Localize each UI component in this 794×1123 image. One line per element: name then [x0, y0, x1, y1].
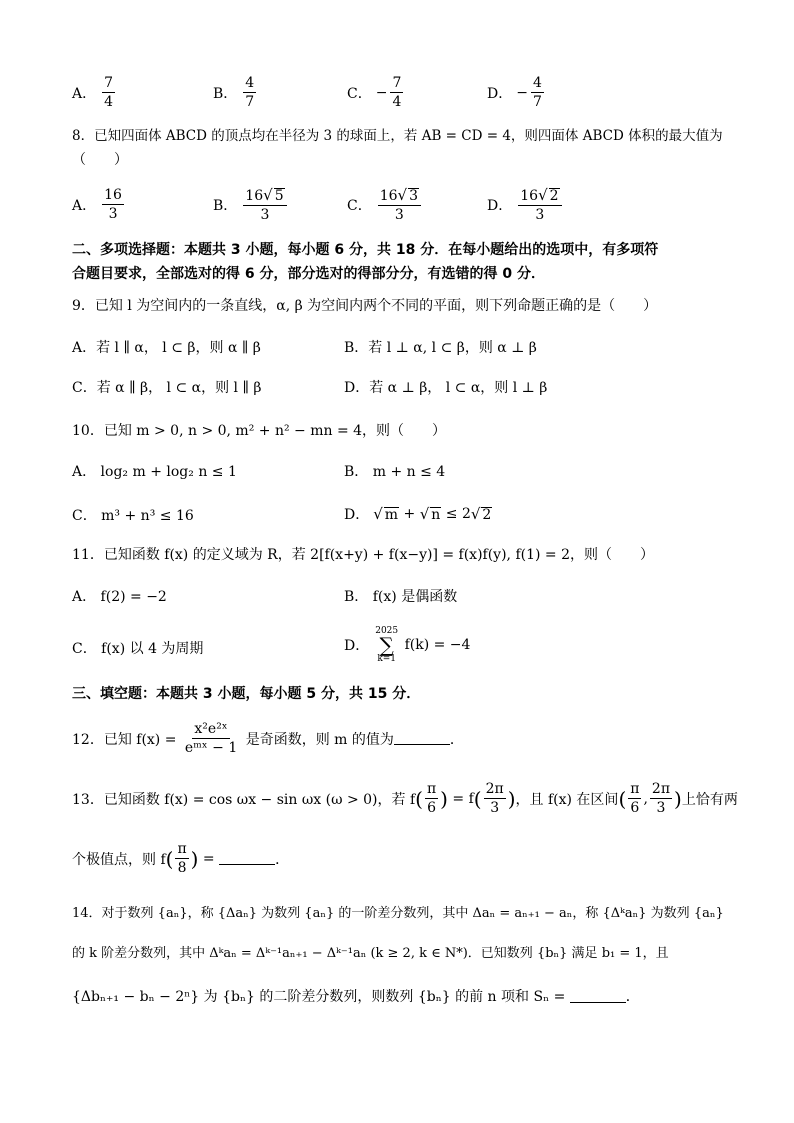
period: ．: [449, 731, 464, 748]
fraction: [243, 74, 256, 111]
denominator: 3: [108, 206, 118, 222]
numerator: x²e²ˣ: [194, 721, 228, 737]
q11-option-a[interactable]: A． f(2) = −2: [72, 589, 167, 605]
left-paren: (: [415, 786, 423, 811]
q8-option-b[interactable]: [213, 186, 289, 224]
question-text: = f: [447, 790, 474, 807]
denominator: 3: [260, 207, 270, 223]
coefficient: 16: [520, 188, 539, 204]
fraction: [484, 780, 506, 817]
question-text: 个极值点，则 f: [72, 851, 166, 868]
q8-stem: 8．已知四面体 ABCD 的顶点均在半径为 3 的球面上，若 AB = CD = 4，则四面体 ABCD 体积的最大值为: [72, 128, 723, 144]
q7-option-d[interactable]: [487, 74, 546, 111]
numerator: [518, 186, 561, 206]
radicand: 3: [409, 188, 419, 204]
q13-stem-line1: 13．已知函数 f(x) = cos ωx − sin ωx (ω > 0)，若 f ( $\frac{\pi}{6}$ ) = f ( $\frac{2\pi}{3}$ ) ，且 f(x) 在区间 ( $\frac{\pi}{6}$ , $\frac{2\pi}{3}$ ) 上恰有两: [72, 781, 738, 816]
radicand: 2: [482, 506, 492, 523]
right-paren: ): [440, 786, 448, 811]
q7-option-a[interactable]: [72, 74, 117, 111]
numerator: [243, 186, 286, 206]
denominator: 3: [656, 800, 666, 816]
question-text: 12．已知 f(x) =: [72, 731, 181, 748]
radical-sign: √: [538, 186, 548, 204]
option-label: B．: [213, 198, 238, 214]
minus-sign: −: [516, 84, 528, 101]
numerator: π: [630, 781, 640, 797]
denominator: 3: [490, 800, 500, 816]
right-paren: ): [674, 786, 682, 811]
fraction: [390, 74, 403, 111]
numerator: π: [177, 841, 187, 857]
q11-option-b[interactable]: B． f(x) 是偶函数: [344, 589, 458, 605]
answer-blank[interactable]: [394, 732, 450, 745]
q8-option-c[interactable]: [347, 186, 423, 224]
section-heading-line: 合题目要求，全部选对的得 6 分，部分选对的得部分分，有选错的得 0 分．: [72, 266, 545, 282]
q13-stem-line2: [72, 840, 289, 877]
q8-answer-paren: （ ）: [72, 152, 128, 168]
option-label: D．: [487, 85, 513, 102]
period: ．: [275, 851, 290, 868]
relation: ≤ 2: [441, 506, 471, 522]
fraction: [531, 74, 544, 111]
radicand: n: [431, 506, 441, 523]
denominator: 7: [245, 94, 255, 110]
q14-stem-line1: 14．对于数列 {aₙ}，称 {Δaₙ} 为数列 {aₙ} 的一阶差分数列，其中 Δaₙ = aₙ₊₁ − aₙ，称 {Δᵏaₙ} 为数列 {aₙ}: [72, 906, 724, 921]
q12-stem: [72, 720, 464, 757]
period: ．: [625, 989, 640, 1005]
section-heading-line: 二、多项选择题：本题共 3 小题，每小题 6 分，共 18 分．在每小题给出的选项中，有多项符: [72, 242, 659, 258]
summation: [375, 626, 398, 664]
question-text: 上恰有两: [681, 791, 738, 808]
numerator: 16: [104, 187, 122, 203]
q8-option-d[interactable]: [487, 186, 564, 224]
answer-blank[interactable]: [219, 852, 275, 865]
denominator: 3: [535, 207, 545, 223]
q7-option-c[interactable]: [347, 74, 405, 111]
q11-option-d[interactable]: [344, 626, 470, 664]
numerator: 4: [245, 75, 255, 91]
left-paren: (: [618, 786, 627, 811]
q9-stem: 9．已知 l 为空间内的一条直线，α, β 为空间内两个不同的平面，则下列命题正确的是（ ）: [72, 298, 658, 314]
option-label: B．: [213, 85, 238, 102]
coefficient: 16: [379, 188, 398, 204]
option-label: D．: [487, 198, 513, 214]
right-paren: ): [507, 786, 516, 811]
denominator: eᵐˣ − 1: [184, 740, 238, 756]
option-label: D．: [344, 507, 370, 523]
option-label: C．: [347, 85, 372, 102]
sigma-symbol: ∑: [379, 633, 394, 657]
q10-option-a[interactable]: A． log₂ m + log₂ n ≤ 1: [72, 464, 237, 480]
minus-sign: −: [375, 84, 388, 101]
q8-option-a[interactable]: [72, 186, 126, 223]
denominator: 3: [394, 207, 404, 223]
radical-sign: √: [263, 186, 273, 204]
fraction: [102, 74, 115, 111]
radical-sign: √: [373, 505, 383, 523]
right-paren: ): [190, 846, 199, 871]
option-label: A．: [72, 197, 97, 214]
denominator: 4: [392, 94, 402, 110]
question-text: 13．已知函数 f(x) = cos ωx − sin ωx (ω > 0)，若 f: [72, 791, 416, 808]
fraction: [183, 720, 239, 757]
denominator: 4: [104, 94, 114, 110]
fraction: [425, 780, 438, 817]
fraction: [102, 186, 124, 223]
question-text: =: [198, 850, 220, 867]
sum-expression: f(k) = −4: [400, 637, 471, 653]
q11-option-c[interactable]: C． f(x) 以 4 为周期: [72, 641, 204, 657]
fraction: [378, 186, 421, 224]
q10-option-c[interactable]: C． m³ + n³ ≤ 16: [72, 508, 194, 524]
numerator: 2π: [651, 781, 671, 797]
fraction: [243, 186, 286, 224]
question-text: {Δbₙ₊₁ − bₙ − 2ⁿ} 为 {bₙ} 的二阶差分数列，则数列 {bₙ} 的前 n 项和 Sₙ =: [72, 989, 570, 1005]
q7-option-b[interactable]: [213, 74, 258, 111]
left-paren: (: [165, 846, 174, 871]
q10-option-b[interactable]: B． m + n ≤ 4: [344, 464, 446, 480]
radicand: 2: [549, 188, 559, 204]
denominator: 6: [630, 800, 640, 816]
radicand: m: [384, 506, 399, 523]
left-paren: (: [473, 786, 482, 811]
q9-option-d[interactable]: D．若 α ⊥ β， l ⊂ α，则 l ⊥ β: [344, 380, 548, 396]
numerator: 2π: [485, 781, 504, 797]
q10-option-d[interactable]: [344, 504, 492, 524]
fraction: [175, 840, 188, 877]
numerator: π: [426, 781, 437, 797]
question-text: ，且 f(x) 在区间: [515, 791, 619, 808]
q9-option-c[interactable]: C．若 α ∥ β， l ⊂ α，则 l ∥ β: [72, 380, 262, 396]
coefficient: 16: [245, 188, 264, 204]
section-2-heading: [72, 238, 732, 286]
option-label: A．: [72, 85, 97, 102]
q10-stem: 10．已知 m > 0, n > 0, m² + n² − mn = 4，则（ ）: [72, 423, 447, 439]
q11-stem: 11．已知函数 f(x) 的定义域为 R，若 2[f(x+y) + f(x−y)] = f(x)f(y), f(1) = 2，则（ ）: [72, 547, 654, 563]
q9-option-a[interactable]: A．若 l ∥ α， l ⊂ β，则 α ∥ β: [72, 340, 261, 356]
fraction: [628, 780, 641, 817]
q14-stem-line3: [72, 986, 640, 1006]
numerator: [378, 186, 421, 206]
radical-sign: √: [397, 186, 408, 204]
numerator: 4: [532, 75, 542, 91]
fraction: [650, 780, 672, 817]
question-text: 是奇函数，则 m 的值为: [241, 731, 394, 748]
radicand: 5: [274, 188, 284, 204]
sum-upper-limit: 2025: [375, 626, 399, 636]
radical-sign: √: [419, 505, 430, 523]
fraction: [518, 186, 561, 224]
numerator: 7: [392, 75, 402, 91]
option-label: D．: [344, 638, 370, 654]
denominator: 7: [532, 94, 542, 110]
denominator: 8: [177, 860, 187, 876]
section-3-heading: 三、填空题：本题共 3 小题，每小题 5 分，共 15 分．: [72, 686, 421, 702]
answer-blank[interactable]: [570, 990, 626, 1003]
q14-stem-line2: 的 k 阶差分数列，其中 Δᵏaₙ = Δᵏ⁻¹aₙ₊₁ − Δᵏ⁻¹aₙ (k ≥ 2, k ∈ N*)．已知数列 {bₙ} 满足 b₁ = 1，且: [72, 946, 669, 961]
radical-sign: √: [470, 505, 481, 523]
plus-sign: +: [399, 506, 420, 522]
q9-option-b[interactable]: B．若 l ⊥ α, l ⊂ β，则 α ⊥ β: [344, 340, 537, 356]
denominator: 6: [427, 800, 437, 816]
sum-lower-limit: k=1: [377, 654, 397, 664]
numerator: 7: [104, 75, 114, 91]
option-label: C．: [347, 198, 372, 214]
